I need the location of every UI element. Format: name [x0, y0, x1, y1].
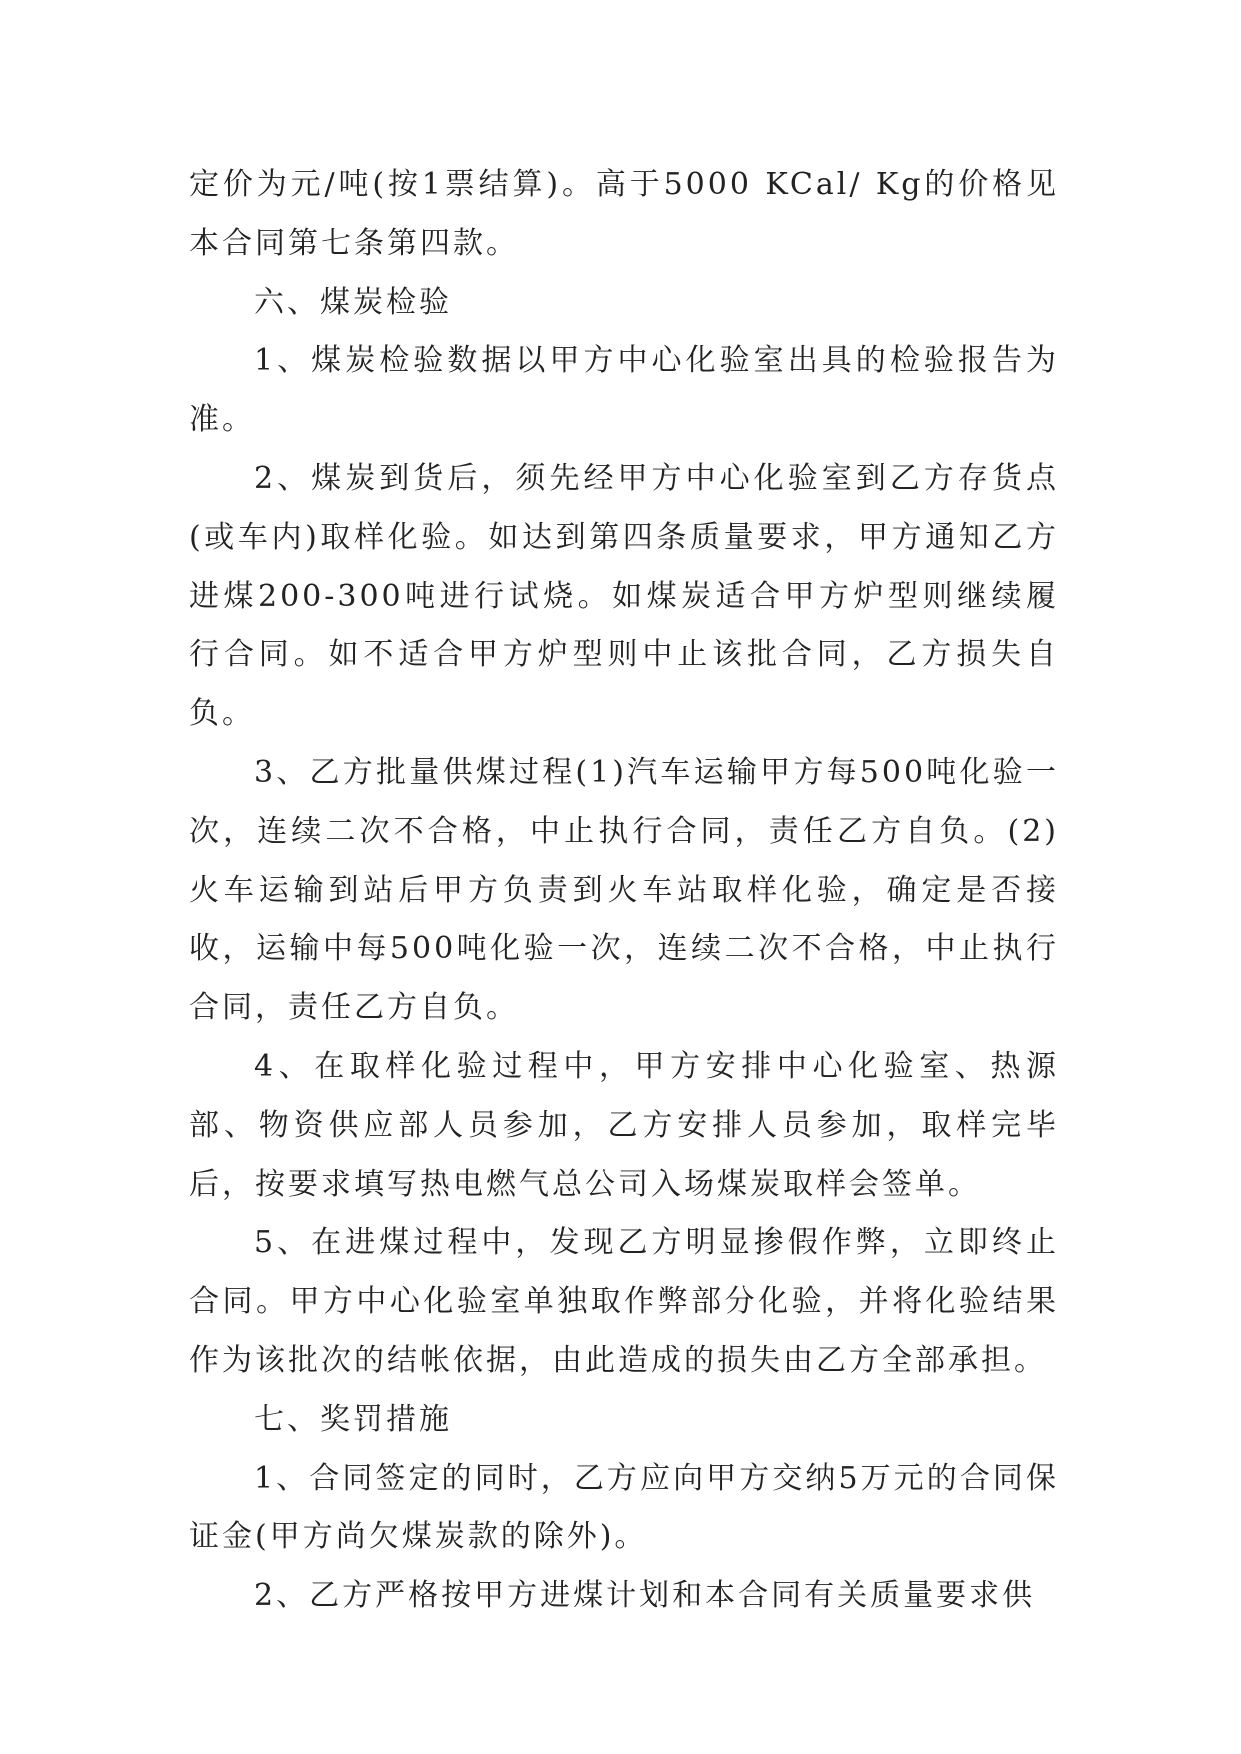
section-heading-coal-inspection: 六、煤炭检验 [254, 284, 452, 320]
paragraph-inspection-1: 1、煤炭检验数据以甲方中心化验室出具的检验报告为准。 [189, 343, 1059, 438]
paragraph-inspection-2: 2、煤炭到货后，须先经甲方中心化验室到乙方存货点(或车内)取样化验。如达到第四条质量要求，甲方通知乙方进煤200-300吨进行试烧。如煤炭适合甲方炉型则继续履行合同。如不适合甲方炉型则中止该批合同，乙方损失自负。 [189, 460, 1059, 732]
paragraph-inspection-3: 3、乙方批量供煤过程(1)汽车运输甲方每500吨化验一次，连续二次不合格，中止执行合同，责任乙方自负。(2)火车运输到站后甲方负责到火车站取样化验，确定是否接收，运输中每500吨化验一次，连续二次不合格，中止执行合同，责任乙方自负。 [189, 754, 1059, 1026]
paragraph-price-clause: 定价为元/吨(按1票结算)。高于5000 KCal/ Kg的价格见本合同第七条第四款。 [189, 167, 1059, 261]
section-heading-rewards-penalties: 七、奖罚措施 [254, 1401, 452, 1437]
paragraph-rewards-1: 1、合同签定的同时，乙方应向甲方交纳5万元的合同保证金(甲方尚欠煤炭款的除外)。 [189, 1460, 1059, 1555]
paragraph-inspection-5: 5、在进煤过程中，发现乙方明显掺假作弊，立即终止合同。甲方中心化验室单独取作弊部分化验，并将化验结果作为该批次的结帐依据，由此造成的损失由乙方全部承担。 [189, 1225, 1059, 1378]
document-body [189, 156, 1059, 1626]
paragraph-inspection-4: 4、在取样化验过程中，甲方安排中心化验室、热源部、物资供应部人员参加，乙方安排人员参加，取样完毕后，按要求填写热电燃气总公司入场煤炭取样会签单。 [189, 1048, 1059, 1202]
paragraph-rewards-2: 2、乙方严格按甲方进煤计划和本合同有关质量要求供 [254, 1578, 1036, 1614]
